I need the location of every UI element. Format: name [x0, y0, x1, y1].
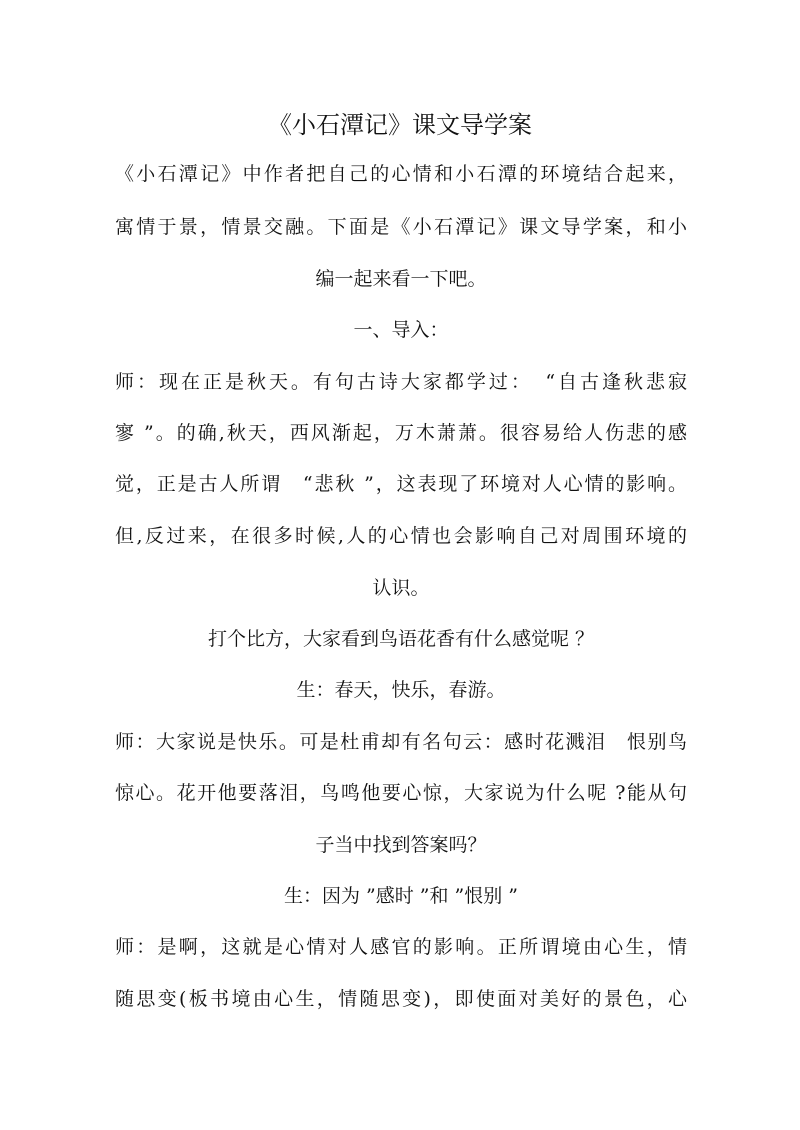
paragraph-line: 随思变(板书境由心生，情随思变)，即使面对美好的景色，心: [115, 988, 687, 1010]
section-heading: 一、导入：: [353, 319, 449, 341]
paragraph-line: 寥 ”。的确,秋天，西风渐起，万木萧萧。很容易给人伤悲的感: [115, 422, 687, 444]
paragraph-line: 生：春天，快乐，春游。: [296, 679, 506, 701]
paragraph-line: 但,反过来，在很多时候,人的心情也会影响自己对周围环境的: [115, 525, 687, 547]
paragraph-line: 惊心。花开他要落泪，鸟鸣他要心惊，大家说为什么呢 ?能从句: [115, 782, 687, 804]
paragraph-line: 师：大家说是快乐。可是杜甫却有名句云：感时花溅泪 恨别鸟: [115, 731, 687, 753]
document-title: 《小石潭记》课文导学案: [268, 111, 532, 139]
paragraph-line: 师：现在正是秋天。有句古诗大家都学过： “自古逢秋悲寂: [115, 371, 687, 393]
paragraph-line: 认识。: [372, 577, 430, 599]
paragraph-line: 觉，正是古人所谓 “悲秋 ”，这表现了环境对人心情的影响。: [115, 473, 687, 495]
paragraph-line: 打个比方，大家看到鸟语花香有什么感觉呢 ？: [207, 628, 595, 650]
paragraph-line: 生：因为 ”感时 ”和 ”恨别 ”: [283, 885, 518, 907]
paragraph-line: 师：是啊，这就是心情对人感官的影响。正所谓境由心生，情: [115, 936, 687, 958]
paragraph-line: 《小石潭记》中作者把自己的心情和小石潭的环境结合起来，: [115, 163, 687, 185]
paragraph-line: 编一起来看一下吧。: [315, 268, 487, 290]
paragraph-line: 寓情于景，情景交融。下面是《小石潭记》课文导学案，和小: [115, 216, 687, 238]
paragraph-line: 子当中找到答案吗？: [315, 834, 487, 856]
